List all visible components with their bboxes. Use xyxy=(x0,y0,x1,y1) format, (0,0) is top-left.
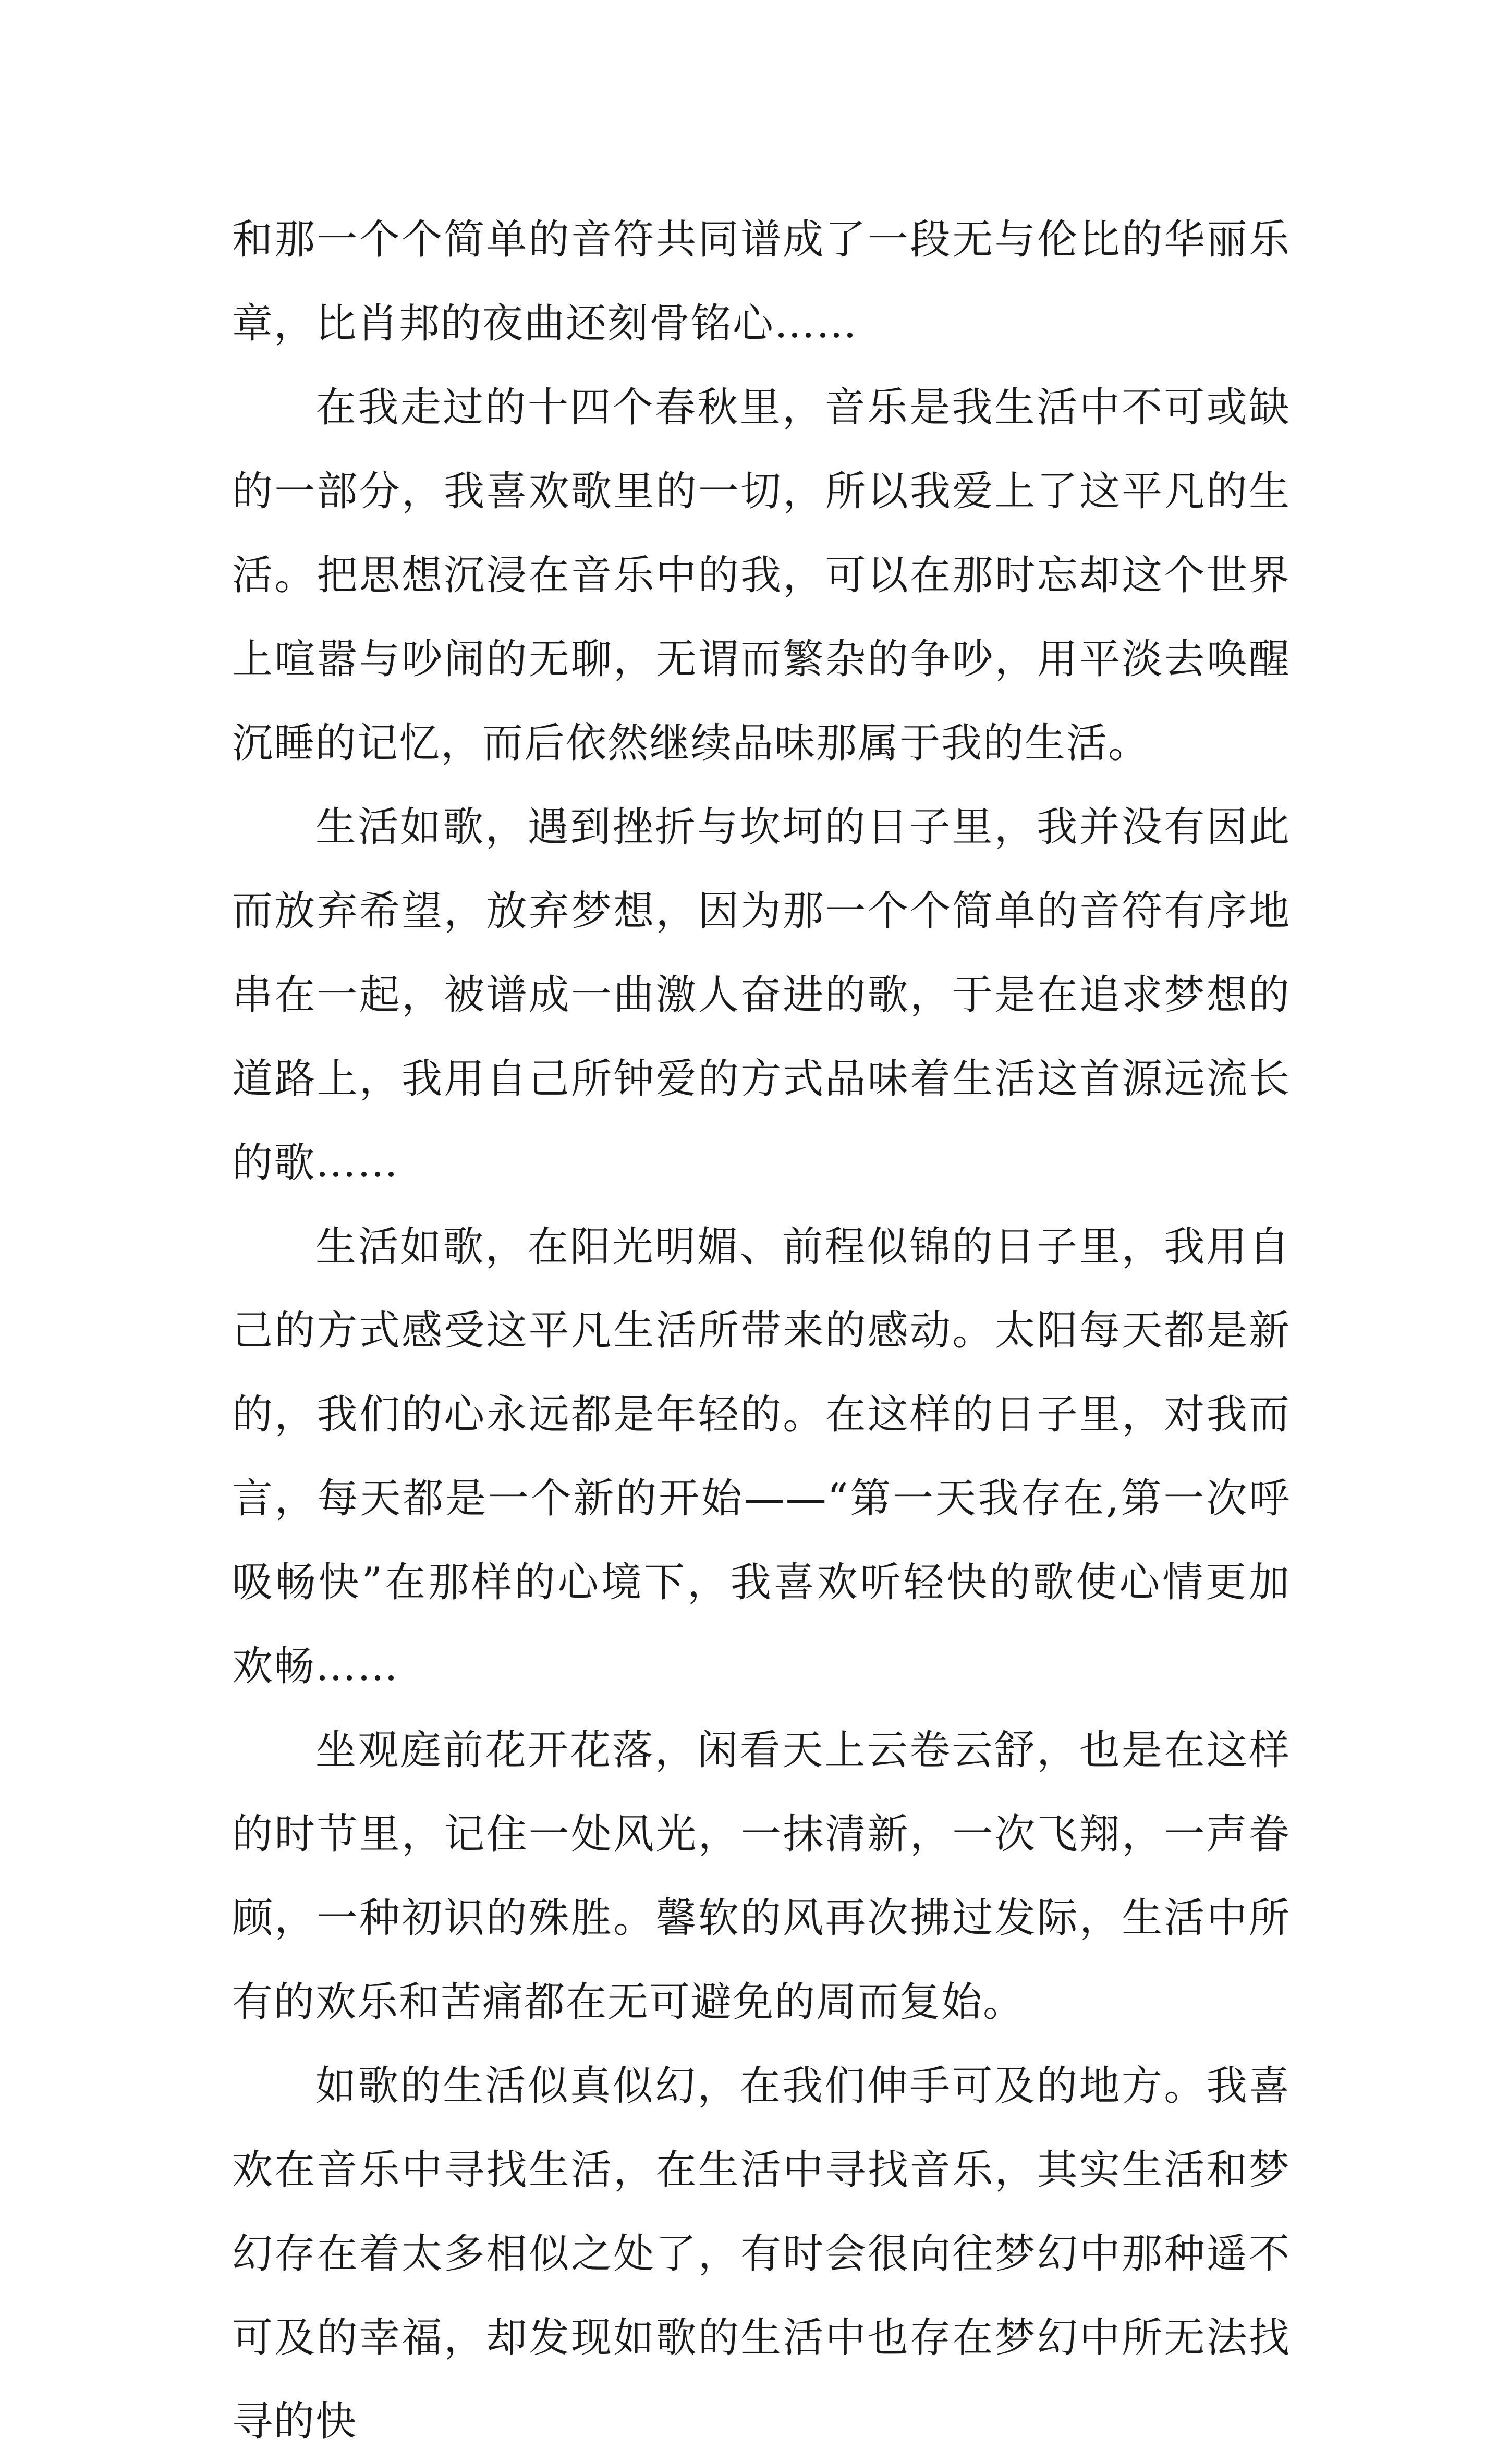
paragraph-2: 在我走过的十四个春秋里，音乐是我生活中不可或缺的一部分，我喜欢歌里的一切，所以我爱上了这平凡的生活。把思想沉浸在音乐中的我，可以在那时忘却这个世界上喧嚣与吵闹的无聊，无谓而繁杂的争吵，用平淡去唤醒沉睡的记忆，而后依然继续品味那属于我的生活。 xyxy=(232,384,1291,767)
paragraph-1: 和那一个个简单的音符共同谱成了一段无与伦比的华丽乐章，比肖邦的夜曲还刻骨铭心…… xyxy=(232,216,1291,347)
paragraph-3: 生活如歌，遇到挫折与坎坷的日子里，我并没有因此而放弃希望，放弃梦想，因为那一个个简单的音符有序地串在一起，被谱成一曲激人奋进的歌，于是在追求梦想的道路上，我用自己所钟爱的方式品味着生活这首源远流长的歌…… xyxy=(232,804,1291,1186)
document-body xyxy=(232,198,1291,2464)
paragraph-6: 如歌的生活似真似幻，在我们伸手可及的地方。我喜欢在音乐中寻找生活，在生活中寻找音乐，其实生活和梦幻存在着太多相似之处了，有时会很向往梦幻中那种遥不可及的幸福，却发现如歌的生活中也存在梦幻中所无法找寻的快 xyxy=(232,2063,1291,2445)
paragraph-4: 生活如歌，在阳光明媚、前程似锦的日子里，我用自己的方式感受这平凡生活所带来的感动。太阳每天都是新的，我们的心永远都是年轻的。在这样的日子里，对我而言，每天都是一个新的开始——“第一天我存在,第一次呼吸畅快”在那样的心境下，我喜欢听轻快的歌使心情更加欢畅…… xyxy=(232,1223,1291,1690)
paragraph-5: 坐观庭前花开花落，闲看天上云卷云舒，也是在这样的时节里，记住一处风光，一抹清新，一次飞翔，一声眷顾，一种初识的殊胜。馨软的风再次拂过发际，生活中所有的欢乐和苦痛都在无可避免的周而复始。 xyxy=(232,1727,1291,2026)
